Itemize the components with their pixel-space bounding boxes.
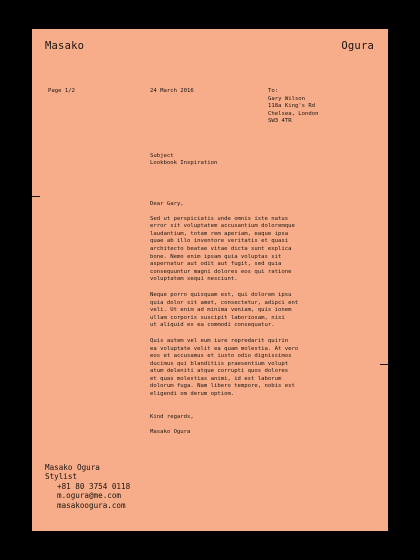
- sender-contact: [45, 463, 130, 510]
- sender-email: m.ogura@me.com: [57, 491, 122, 501]
- letter-paragraph-1: Sed ut perspiciatis unde omnis iste natus error sit voluptatem accusantium doloremque laudantium, totam rem aperiam, eaque ipsa quae ab illo inventore veritatis et quasi architecto beatae vitae dicta sunt explica bone. Nemo enim ipsam quia voluptas sit aspernatur aut odit aut fugit, sed quia consequuntur magni dolores eos qui ratione voluptatem sequi nesciunt.: [150, 215, 295, 283]
- letter-paragraph-2: Neque porro quisquam est, qui dolorem ipsu quia dolor sit amet, consectetur, adipci ent veli. Ut enim ad minima veniam, quis ionem ullam corporis suscipit laboriosam, nisi ut aliquid ex ea commodi consequatur.: [150, 291, 299, 329]
- sender-phone: +81 80 3754 0118: [57, 481, 131, 491]
- recipient-label: To:: [268, 88, 279, 94]
- recipient-address: [268, 88, 319, 126]
- letter-signature: Masako Ogura: [150, 429, 191, 436]
- letter-closing: Kind regards,: [150, 414, 194, 421]
- recipient-street: 118a King's Rd: [268, 103, 316, 109]
- subject-block: [150, 153, 217, 168]
- subject-value: Lookbook Inspiration: [150, 160, 218, 167]
- letter-page: [32, 29, 388, 531]
- sender-name: Masako Ogura: [45, 463, 100, 472]
- recipient-name: Gary Wilson: [268, 95, 306, 102]
- header-last-name: Ogura: [341, 40, 374, 52]
- recipient-city: Chelsea, London: [268, 110, 319, 117]
- sender-website: masakoogura.com: [57, 500, 126, 510]
- fold-mark-right: [380, 364, 388, 365]
- letter-signoff: [150, 407, 372, 445]
- recipient-postcode: SW3 4TR: [268, 118, 292, 124]
- page-number: Page 1/2: [48, 88, 75, 94]
- sender-role: Stylist: [45, 472, 78, 482]
- letter-date: 24 March 2016: [150, 88, 194, 94]
- letter-greeting: Dear Gary,: [150, 201, 184, 207]
- letter-body: [150, 201, 372, 445]
- letter-paragraph-3: Quis autem vel eum iure repredarit quirin ea voluptate velit ea quam molestia. At vero eos et accusamus et iusto odio dignissimos ducimus qui blanditiis praesentium volupt atum deleniti atque corrupti quos dolores et quas molestias animi, id est laborum dolorum fuga. Nam libero tempore, nobis est eligendi om derum optiom.: [150, 337, 299, 398]
- fold-mark-left: [32, 196, 40, 197]
- subject-label: Subject: [150, 153, 174, 159]
- header-first-name: Masako: [45, 40, 85, 52]
